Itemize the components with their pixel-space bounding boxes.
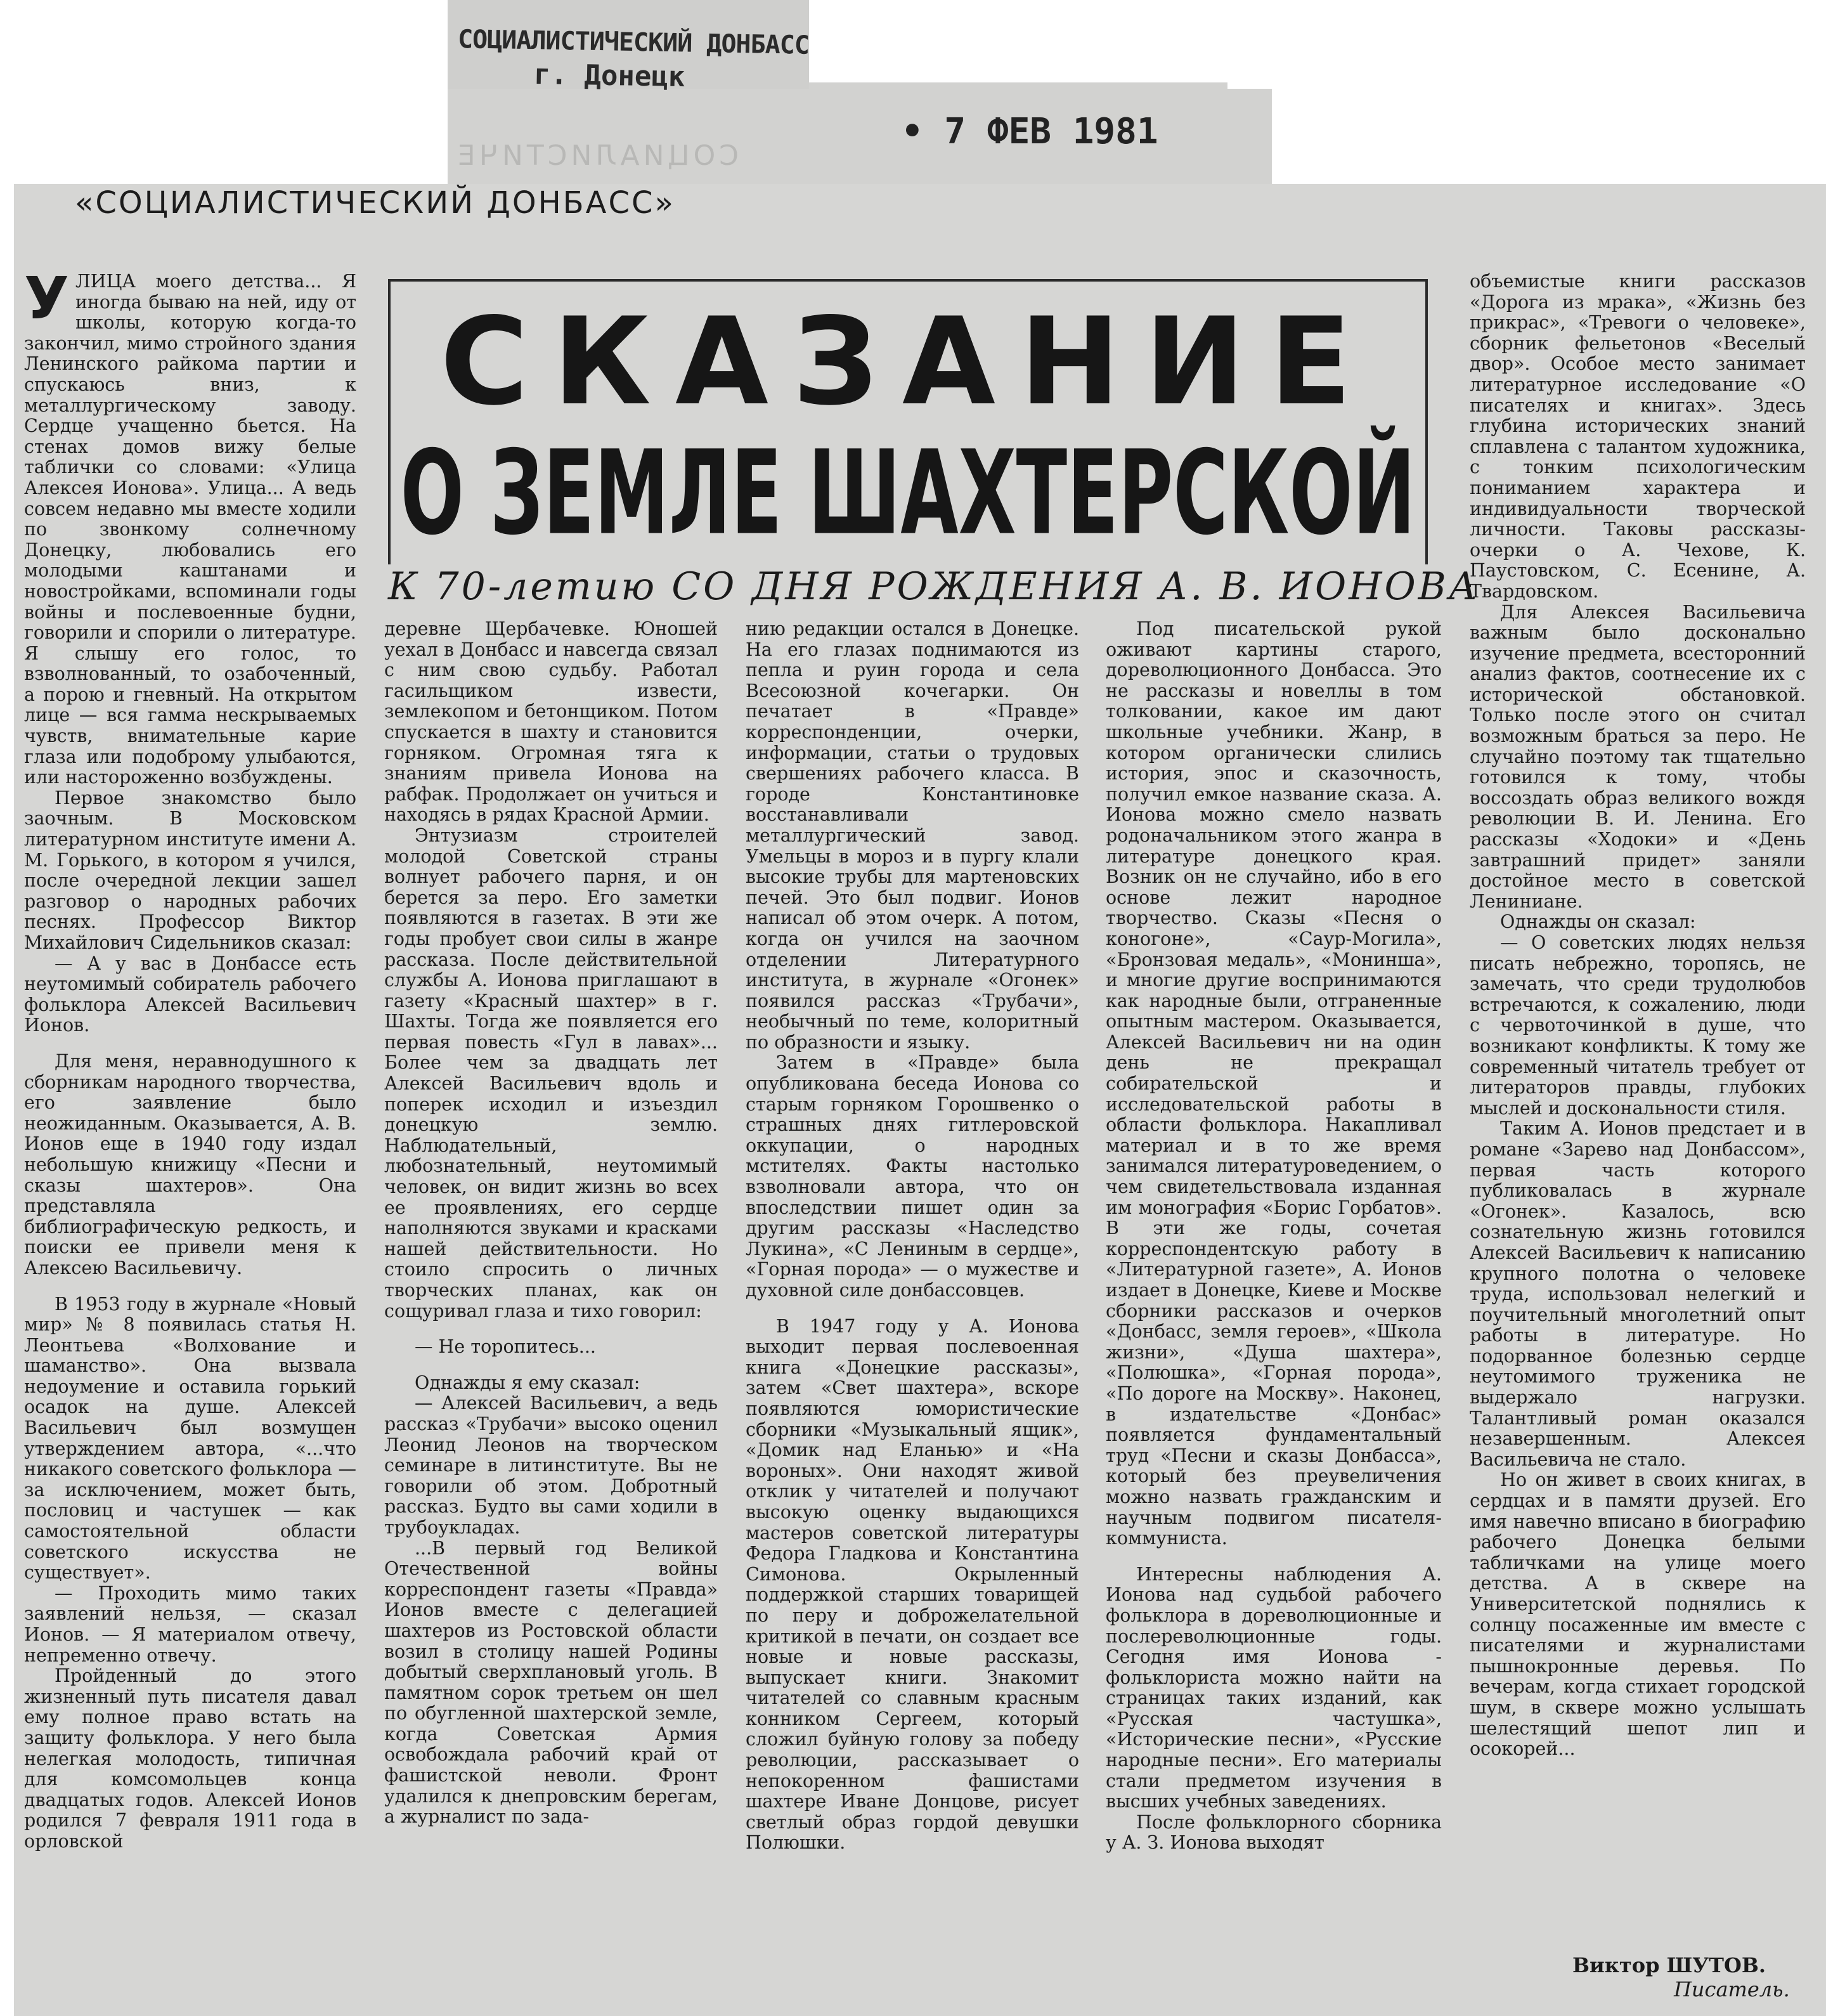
article-paragraph: ...В первый год Великой Отечественной войны корреспондент газеты «Правда» Ионов вместе с делегацией шахтеров из Ростовской области возил в столицу нашей Родины добытый сверхплановый уголь. В памятном сорок третьем он шел по обугленной шахтерской земле, когда Советская Армия освобождала рабочий край от фашистской неволи. Фронт удалился к днепровским берегам, а журналист по зада- [384, 1537, 718, 1828]
article-paragraph: Однажды я ему сказал: [415, 1372, 640, 1393]
author-name: Виктор ШУТОВ. [1572, 1953, 1766, 1977]
newspaper-name: «СОЦИАЛИСТИЧЕСКИЙ ДОНБАСС» [75, 185, 675, 221]
article-paragraph: — Алексей Васильевич, а ведь рассказ «Трубачи» высоко оценил Леонид Леонов на творческом семинаре в литинституте. Вы не говорили об этом. Добротный рассказ. Будто вы сами ходили в трубоукладах. [384, 1393, 718, 1538]
article-column-3 [746, 619, 1079, 1854]
article-paragraph: Таким А. Ионов предстает и в романе «Зарево над Донбассом», первая часть которого публиковалась в журнале «Огонек». Казалось, всю сознательную жизнь готовился Алексей Васильевич к написанию крупного полотна о человеке труда, использовал нелегкий и поучительный многолетний опыт работы в литературе. Но подорванное болезнью сердце неутомимого труженика не выдержало нагрузки. Талантливый роман оказался незавершенным. Алексея Васильевича не стало. [1470, 1118, 1806, 1470]
article-paragraph: Первое знакомство было заочным. В Московском литературном институте имени А. М. Горького, в котором я учился, после очередной лекции зашел разговор о народных рабочих песнях. Профессор Виктор Михайлович Сидельников сказал: [24, 787, 356, 953]
article-paragraph: Для меня, неравнодушного к сборникам народного творчества, его заявление было неожиданным. Оказывается, А. В. Ионов еще в 1940 году издал небольшую книжицу «Песни и сказы шахтеров». Она представляла библиографическую редкость, и поиски ее привели меня к Алексею Васильевичу. [24, 1050, 356, 1278]
drop-cap: У [24, 264, 69, 332]
article-column-5 [1470, 271, 1806, 1760]
author-role: Писатель. [1674, 1977, 1790, 2001]
article-paragraph: Однажды он сказал: [1500, 911, 1696, 933]
article-paragraph: — Проходить мимо таких заявлений нельзя, — сказал Ионов. — Я материалом отвечу, непременно отвечу. [24, 1582, 356, 1666]
article-paragraph: Затем в «Правде» была опубликована беседа Ионова со старым горняком Горошвенко о страшных днях гитлеровской оккупации, о народных мстителях. Факты настолько взволновали автора, что он впоследствии пишет один за другим рассказы «Наследство Лукина», «С Лениным в сердце», «Горная порода» — о мужестве и духовной силе донбассовцев. [746, 1052, 1079, 1301]
article-paragraph: В 1953 году в журнале «Новый мир» № 8 появилась статья Н. Леонтьева «Волхование и шаманство». Она вызвала недоумение и оставила горький осадок на душе. Алексей Васильевич был возмущен утверждением автора, «...что никакого советского фольклора — за исключением, может быть, пословиц и частушек — как самостоятельной области советского искусства не существует». [24, 1293, 356, 1584]
article-paragraph: деревне Щербачевке. Юношей уехал в Донбасс и навсегда связал с ним свою судьбу. Работал гасильщиком извести, землекопом и бетонщиком. Потом спускается в шахту и становится горняком. Огромная тяга к знаниям привела Ионова на рабфак. Продолжает он учиться и находясь в рядах Красной Армии. [384, 618, 718, 826]
article-paragraph: Под писательской рукой оживают картины старого, дореволюционного Донбасса. Это не рассказы и новеллы в том толковании, какое им дают школьные учебники. Жанр, в котором органически слились история, эпос и сказочность, получил емкое название сказа. А. Ионова можно смело назвать родоначальником этого жанра в литературе донецкого края. Возник он не случайно, ибо в его основе лежит народное творчество. Сказы «Песня о коногоне», «Саур-Могила», «Бронзовая медаль», «Монинша», и многие другие воспринимаются как народные были, отграненные опытным мастером. Оказывается, Алексей Васильевич ни на один день не прекращал собирательской и исследовательской работы в области фольклора. Накапливал материал и в то же время занимался литературоведением, о чем свидетельствовала изданная им монография «Борис Горбатов». В эти же годы, сочетая корреспондентскую работу в «Литературной газете», А. Ионов издает в Донецке, Киеве и Москве сборники рассказов и очерков «Донбасс, земля героев», «Школа жизни», «Душа шахтера», «Полюшка», «Горная порода», «По дороге на Москву». Наконец, в издательстве «Донбас» появляется фундаментальный труд «Песни и сказы Донбасса», который без преувеличения можно назвать гражданским и научным подвигом писателя-коммуниста. [1106, 618, 1442, 1549]
headline-secondary: О ЗЕМЛЕ ШАХТЕРСКОЙ [400, 425, 1416, 561]
article-paragraph: объемистые книги рассказов «Дорога из мрака», «Жизнь без прикрас», «Тревоги о человеке», сборник фельетонов «Веселый двор». Особое место занимает литературное исследование «О писателях и книгах». Здесь глубина исторических знаний сплавлена с талантом художника, с тонким психологическим пониманием характера и индивидуальности творческой личности. Таковы рассказы-очерки о А. Чехове, К. Паустовском, С. Есенине, А. Твардовском. [1470, 271, 1806, 602]
article-column-4 [1106, 619, 1442, 1854]
article-paragraph: Энтузиазм строителей молодой Советской страны волнует рабочего парня, и он берется за перо. Его заметки появляются в газетах. В эти же годы пробует свои силы в жанре рассказа. После действительной службы А. Ионова приглашают в газету «Красный шахтер» в г. Шахты. Тогда же появляется его первая повесть «Гул в лавах»... Более чем за двадцать лет Алексей Васильевич вдоль и поперек исходил и изъездил донецкую землю. Наблюдательный, любознательный, неутомимый человек, он видит жизнь во всех ее проявлениях, его сердце наполняются звуками и красками нашей действительности. Но стоило спросить о личных творческих планах, как он сощуривал глаза и тихо говорил: [384, 824, 718, 1322]
article-paragraph: ЛИЦА моего детства... Я иногда бываю на ней, иду от школы, которую когда-то закончил, мимо стройного здания Ленинского райкома партии и спускаюсь вниз, к металлургическому заводу. Сердце учащенно бьется. На стенах домов вижу белые таблички со словами: «Улица Алексея Ионова». Улица... А ведь совсем недавно мы вместе ходили по звонкому солнечному Донецку, любовались его молодыми каштанами и новостройками, вспоминали годы войны и послевоенные будни, говорили и спорили о литературе. Я слышу его голос, то взволнованный, то озабоченный, а порою и гневный. На открытом лице — вся гамма нескрываемых чувств, внимательные карие глаза или подоброму улыбаются, или настороженно возбуждены. [24, 271, 356, 788]
article-column-1 [24, 264, 356, 1852]
headline-subtitle: К 70-летию СО ДНЯ РОЖДЕНИЯ А. В. ИОНОВА [388, 564, 1480, 609]
date-stamp: • 7 ФЕВ 1981 [902, 111, 1158, 152]
article-paragraph: Для Алексея Васильевича важным было досконально изучение предмета, всесторонний анализ фактов, соотнесение их с исторической обстановкой. Только после этого он считал возможным браться за перо. Не случайно поэтому так тщательно готовился к тому, чтобы воссоздать образ великого вождя революции В. И. Ленина. Его рассказы «Ходоки» и «День завтрашний придет» заняли достойное место в советской Лениниане. [1470, 601, 1806, 912]
article-paragraph: нию редакции остался в Донецке. На его глазах поднимаются из пепла и руин города и села Всесоюзной кочегарки. Он печатает в «Правде» корреспонденции, очерки, информации, статьи о трудовых свершениях рабочего класса. В городе Константиновке восстанавливали металлургический завод. Умельцы в мороз и в пургу клали высокие трубы для мартеновских печей. Это был подвиг. Ионов написал об этом очерк. А потом, когда он учился на заочном отделении Литературного института, в журнале «Огонек» появился рассказ «Трубачи», необычный по теме, колоритный по образности и языку. [746, 618, 1079, 1053]
article-paragraph: — А у вас в Донбассе есть неутомимый собиратель рабочего фольклора Алексей Васильевич Ионов. [24, 953, 356, 1036]
article-paragraph: Пройденный до этого жизненный путь писателя давал ему полное право встать на защиту фольклора. У него была нелегкая молодость, типичная для комсомольцев конца двадцатых годов. Алексей Ионов родился 7 февраля 1911 года в орловской [24, 1665, 356, 1852]
bleed-through-text: СОЦИАЛИСТИЧЕ [454, 140, 739, 172]
archive-stamp-city: г. Донецк [533, 58, 685, 94]
archive-stamp-title: СОЦИАЛИСТИЧЕСКИЙ ДОНБАСС [457, 25, 810, 60]
article-paragraph: После фольклорного сборника у А. З. Ионова выходят [1106, 1811, 1442, 1854]
article-paragraph: — О советских людях нельзя писать небрежно, торопясь, не замечать, что среди трудолюбов встречаются, к сожалению, люди с червоточинкой в душе, что возникают конфликты. К тому же современный читатель требует от литераторов правды, глубоких мыслей и доскональности стиля. [1470, 932, 1806, 1119]
article-paragraph: Но он живет в своих книгах, в сердцах и в памяти друзей. Его имя навечно вписано в биографию рабочего Донецка белыми табличками на улице моего детства. А в сквере на Университетской поднялись к солнцу посаженные им вместе с писателями и журналистами пышнокронные деревья. По вечерам, когда стихает городской шум, в сквере можно услышать шелестящий шепот лип и осокорей... [1470, 1469, 1806, 1760]
article-paragraph: — Не торопитесь... [415, 1336, 596, 1358]
article-paragraph: Интересны наблюдения А. Ионова над судьбой рабочего фольклора в дореволюционные и послереволюционные годы. Сегодня имя Ионова - фольклориста можно найти на страницах таких изданий, как «Русская частушка», «Исторические песни», «Русские народные песни». Его материалы стали предметом изучения в высших учебных заведениях. [1106, 1563, 1442, 1812]
article-paragraph: В 1947 году у А. Ионова выходит первая послевоенная книга «Донецкие рассказы», затем «Свет шахтера», вскоре появляются юмористические сборники «Музыкальный ящик», «Домик над Еланью» и «На вороных». Они находят живой отклик у читателей и получают высокую оценку выдающихся мастеров советской литературы Федора Гладкова и Константина Симонова. Окрыленный поддержкой старших товарищей по перу и доброжелательной критикой в печати, он создает все новые и новые рассказы, выпускает книги. Знакомит читателей со славным красным конником Сергеем, который сложил буйную голову за победу революции, рассказывает о непокоренном фашистами шахтере Иване Донцове, рисует светлый образ гордой девушки Полюшки. [746, 1315, 1079, 1854]
headline-main: СКАЗАНИЕ [440, 292, 1376, 432]
article-column-2 [384, 619, 718, 1828]
